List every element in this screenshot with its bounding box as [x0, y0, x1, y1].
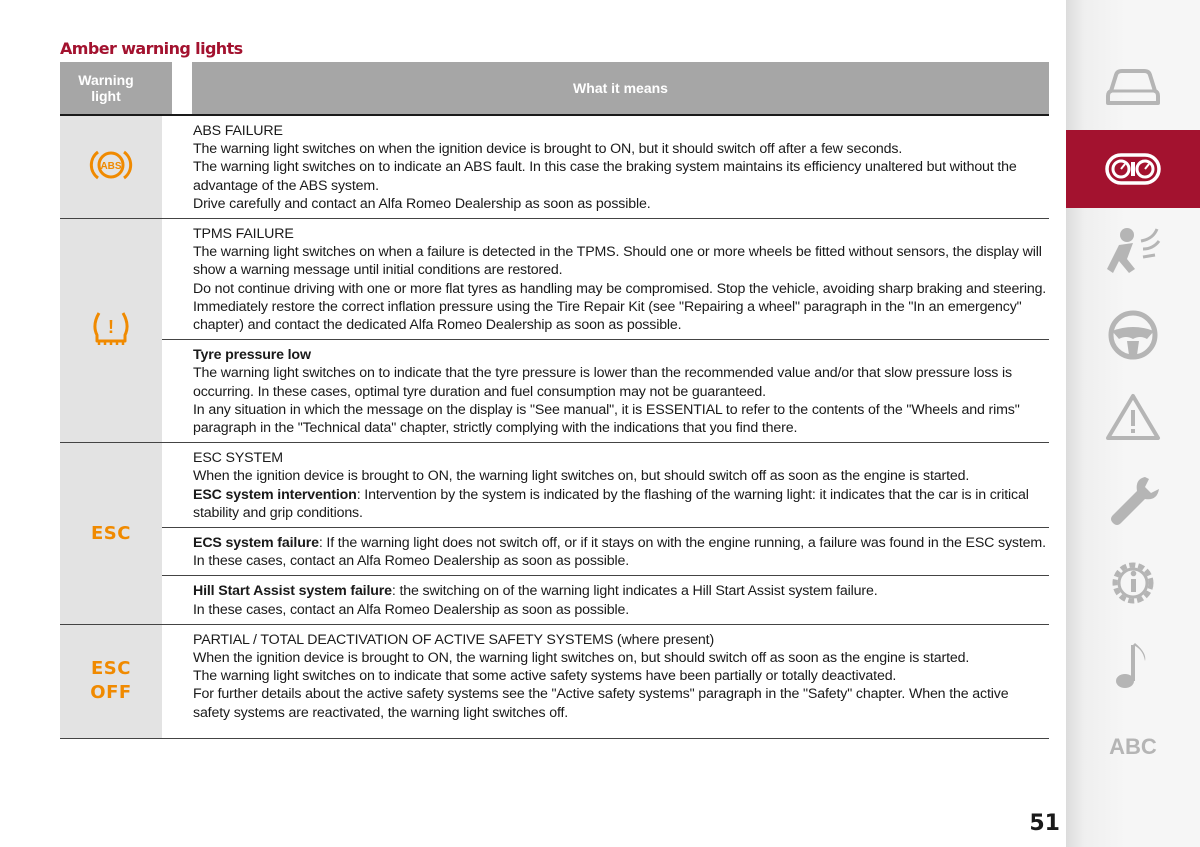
- tpms-failure-description: TPMS FAILURE The warning light switches on when a failure is detected in the TPMS. Should one or more wheels be fitted without sensors, the display will show a warning message until initial conditions are restored. Do not continue driving with one or more flat tyres as handling may be compromised. Stop the vehicle, avoiding sharp braking and steering. Immediately restore the correct inflation pressure using the Tire Repair Kit (see "Repairing a wheel" paragraph in the "In an emergency" chapter) and contact the dedicated Alfa Romeo Dealership as soon as possible.: [182, 219, 1049, 340]
- wrench-icon: [1105, 473, 1161, 529]
- table-row: [60, 576, 1049, 624]
- music-note-icon: [1111, 639, 1155, 691]
- hill-start-assist-description: Hill Start Assist system failure: the switching on of the warning light indicates a Hill Start Assist system failure. In these cases, contact an Alfa Romeo Dealership as soon as possible.: [182, 576, 1049, 624]
- table-row: [60, 528, 1049, 576]
- steering-wheel-icon: [1107, 309, 1159, 361]
- sidebar-item-emergency[interactable]: [1066, 378, 1200, 456]
- esc-system-description: ESC SYSTEM When the ignition device is brought to ON, the warning light switches on, but should switch off as soon as the engine is started. ESC system intervention: Intervention by the system is indicated by the flashing of the warning light: it indicates that the car is in critical stability and grip conditions.: [182, 443, 1049, 528]
- instrument-panel-icon: [1104, 152, 1162, 186]
- icon-cell: [60, 116, 162, 219]
- airbag-safety-icon: [1105, 225, 1161, 277]
- sidebar-item-car[interactable]: [1066, 48, 1200, 126]
- table-row: [60, 340, 1049, 443]
- table-header-row: [60, 62, 1049, 114]
- gear-info-icon: [1105, 555, 1161, 611]
- esc-off-description: PARTIAL / TOTAL DEACTIVATION OF ACTIVE SAFETY SYSTEMS (where present) When the ignition device is brought to ON, the warning light switches on, but should switch off as soon as the engine is started. The warning light switches on to indicate that some active safety systems have been partially or totally deactivated. For further details about the active safety systems see the "Active safety systems" paragraph in the "Safety" chapter. When the active safety systems are reactivated, the warning light switches off.: [182, 624, 1049, 738]
- icon-cell: [60, 624, 162, 738]
- esc-off-warning-icon: ESC OFF: [90, 658, 132, 704]
- tyre-pressure-low-description: Tyre pressure low The warning light switches on to indicate that the tyre pressure is lower than the recommended value and/or that slow pressure loss is occurring. In these cases, optimal tyre duration and fuel consumption may not be guaranteed. In any situation in which the message on the display is "See manual", it is ESSENTIAL to refer to the contents of the "Wheels and rims" paragraph in the "Technical data" chapter, strictly complying with the indications that you find there.: [182, 340, 1049, 443]
- sidebar-item-index[interactable]: [1066, 708, 1200, 786]
- table-row: [60, 443, 1049, 528]
- svg-text:ABS: ABS: [100, 160, 122, 172]
- page-number: 51: [1029, 811, 1060, 836]
- esc-failure-description: ECS system failure: If the warning light does not switch off, or if it stays on with the engine running, a failure was found in the ESC system. In these cases, contact an Alfa Romeo Dealership as soon as possible.: [182, 528, 1049, 576]
- table-row: [60, 116, 1049, 219]
- abs-warning-icon: [89, 160, 133, 186]
- warning-lights-table: [60, 62, 1049, 739]
- header-warning-light: Warning light: [60, 62, 182, 114]
- icon-cell: [60, 219, 162, 443]
- tyre-pressure-warning-icon: [89, 317, 133, 351]
- sidebar-item-safety[interactable]: [1066, 212, 1200, 290]
- header-what-it-means: What it means: [182, 62, 1049, 114]
- table-row: [60, 219, 1049, 340]
- abc-index-label: ABC: [1109, 734, 1157, 759]
- car-icon: [1105, 65, 1161, 109]
- table-row: [60, 624, 1049, 738]
- warning-triangle-icon: [1105, 392, 1161, 442]
- abs-description: ABS FAILURE The warning light switches on when the ignition device is brought to ON, but it should switch off after a few seconds. The warning light switches on to indicate an ABS fault. In this case the braking system maintains its efficiency unaltered but without the advantage of the ABS system. Drive carefully and contact an Alfa Romeo Dealership as soon as possible.: [182, 116, 1049, 219]
- esc-warning-icon: ESC: [91, 522, 131, 544]
- sidebar-item-maintenance[interactable]: [1066, 462, 1200, 540]
- sidebar-item-driving[interactable]: [1066, 296, 1200, 374]
- sidebar-item-technical-data[interactable]: [1066, 544, 1200, 622]
- sidebar-item-multimedia[interactable]: [1066, 626, 1200, 704]
- chapter-sidebar: [1066, 0, 1200, 847]
- svg-text:!: !: [108, 317, 114, 338]
- sidebar-item-instruments[interactable]: [1066, 130, 1200, 208]
- icon-cell: [60, 443, 162, 625]
- section-title: Amber warning lights: [60, 39, 243, 58]
